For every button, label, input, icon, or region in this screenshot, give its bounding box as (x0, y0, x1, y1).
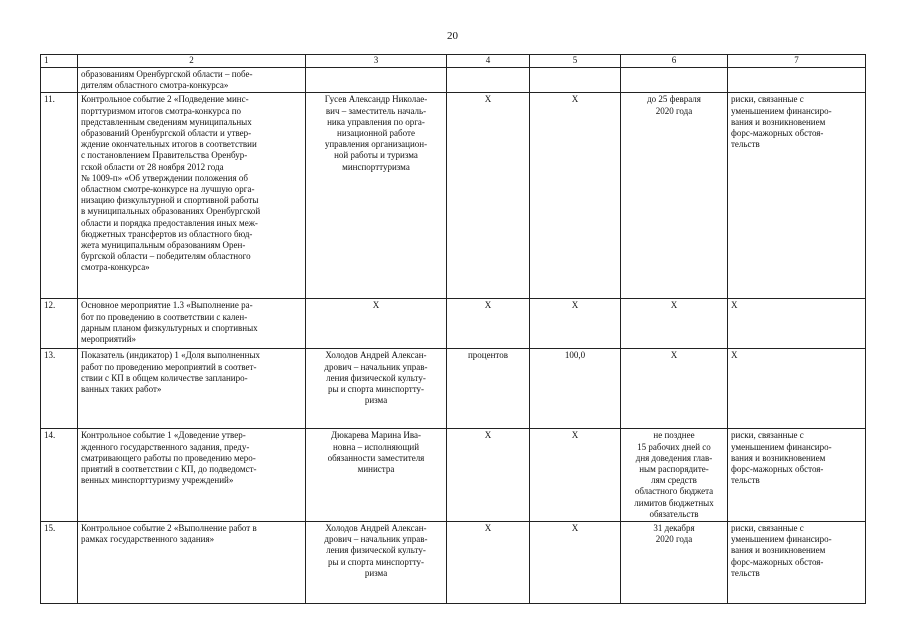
table-row (41, 93, 866, 299)
table-row (41, 522, 866, 604)
risks-cell (728, 68, 866, 93)
column-number: 7 (728, 55, 866, 68)
deadline-cell (621, 68, 728, 93)
activity-name-cell: Основное мероприятие 1.3 «Выполнение ра- бот по проведению в соответствии с кален- дарным планом физкультурных и спортивных мероприятий» (78, 299, 306, 349)
row-number-cell: 15. (41, 522, 78, 604)
table-row (41, 299, 866, 349)
unit-of-measure-cell (447, 68, 530, 93)
unit-of-measure-cell: Х (447, 522, 530, 604)
risks-cell: Х (728, 349, 866, 429)
responsible-person-cell: Х (306, 299, 447, 349)
column-number-row (41, 55, 866, 68)
column-number: 6 (621, 55, 728, 68)
table-row (41, 349, 866, 429)
deadline-cell: не позднее 15 рабочих дней со дня доведения глав- ным распорядите- лям средств областного бюджета лимитов бюджетных обязательств (621, 429, 728, 522)
responsible-person-cell: Гусев Александр Николае- вич – заместитель началь- ника управления по орга- низационной работе управления организацион- ной работы и туризма минспорттуризма (306, 93, 447, 299)
unit-of-measure-cell: процентов (447, 349, 530, 429)
unit-of-measure-cell: Х (447, 299, 530, 349)
activity-name-cell: Контрольное событие 2 «Выполнение работ в рамках государственного задания» (78, 522, 306, 604)
risks-cell: риски, связанные с уменьшением финансиро- вания и возникновением форс-мажорных обстоя- тельств (728, 429, 866, 522)
deadline-cell: до 25 февраля 2020 года (621, 93, 728, 299)
row-number-cell: 11. (41, 93, 78, 299)
deadline-cell: Х (621, 349, 728, 429)
activity-name-cell: Контрольное событие 1 «Доведение утвер- жденного государственного задания, преду- сматривающего работы по проведению меро- приятий в соответствии с КП, до подведомст- венных минспорттуризму учреждений» (78, 429, 306, 522)
responsible-person-cell: Дюкарева Марина Ива- новна – исполняющий обязанности заместителя министра (306, 429, 447, 522)
indicator-value-cell: 100,0 (530, 349, 621, 429)
responsible-person-cell (306, 68, 447, 93)
risks-cell: Х (728, 299, 866, 349)
column-number: 1 (41, 55, 78, 68)
activity-name-cell: Контрольное событие 2 «Подведение минс- порттуризмом итогов смотра-конкурса по представленным сведениям муниципальных образований Оренбургской области и утвер- ждение окончательных итогов в соответствии с постановлением Правительства Оренбур- гской области от 28 ноября 2012 года № 1009-п» «Об утверждении положения об областном смотре-конкурсе на лучшую орга- низацию физкультурной и спортивной работы в муниципальных образованиях Оренбургской области и порядка предоставления иных меж- бюджетных трансфертов из областного бюд- жета муниципальным образованиям Орен- бургской области – победителям областного смотра-конкурса» (78, 93, 306, 299)
activity-name-cell: Показатель (индикатор) 1 «Доля выполненных работ по проведению мероприятий в соответ- ствии с КП в общем количестве запланиро- ванных таких работ» (78, 349, 306, 429)
deadline-cell: Х (621, 299, 728, 349)
indicator-value-cell (530, 68, 621, 93)
column-number: 3 (306, 55, 447, 68)
activity-name-cell: образованиям Оренбургской области – побе- дителям областного смотра-конкурса» (78, 68, 306, 93)
row-number-cell: 14. (41, 429, 78, 522)
indicator-value-cell: Х (530, 299, 621, 349)
indicator-value-cell: Х (530, 522, 621, 604)
row-number-cell: 12. (41, 299, 78, 349)
page-number: 20 (447, 30, 458, 42)
plan-table (40, 54, 866, 604)
row-number-cell (41, 68, 78, 93)
risks-cell: риски, связанные с уменьшением финансиро- вания и возникновением форс-мажорных обстоя- тельств (728, 522, 866, 604)
unit-of-measure-cell: Х (447, 429, 530, 522)
risks-cell: риски, связанные с уменьшением финансиро- вания и возникновением форс-мажорных обстоя- тельств (728, 93, 866, 299)
row-number-cell: 13. (41, 349, 78, 429)
indicator-value-cell: Х (530, 429, 621, 522)
indicator-value-cell: Х (530, 93, 621, 299)
table-row (41, 68, 866, 93)
column-number: 4 (447, 55, 530, 68)
column-number: 2 (78, 55, 306, 68)
column-number: 5 (530, 55, 621, 68)
unit-of-measure-cell: Х (447, 93, 530, 299)
table-row (41, 429, 866, 522)
deadline-cell: 31 декабря 2020 года (621, 522, 728, 604)
responsible-person-cell: Холодов Андрей Алексан- дрович – начальник управ- ления физической культу- ры и спорта минспортту- ризма (306, 349, 447, 429)
responsible-person-cell: Холодов Андрей Алексан- дрович – начальник управ- ления физической культу- ры и спорта минспортту- ризма (306, 522, 447, 604)
